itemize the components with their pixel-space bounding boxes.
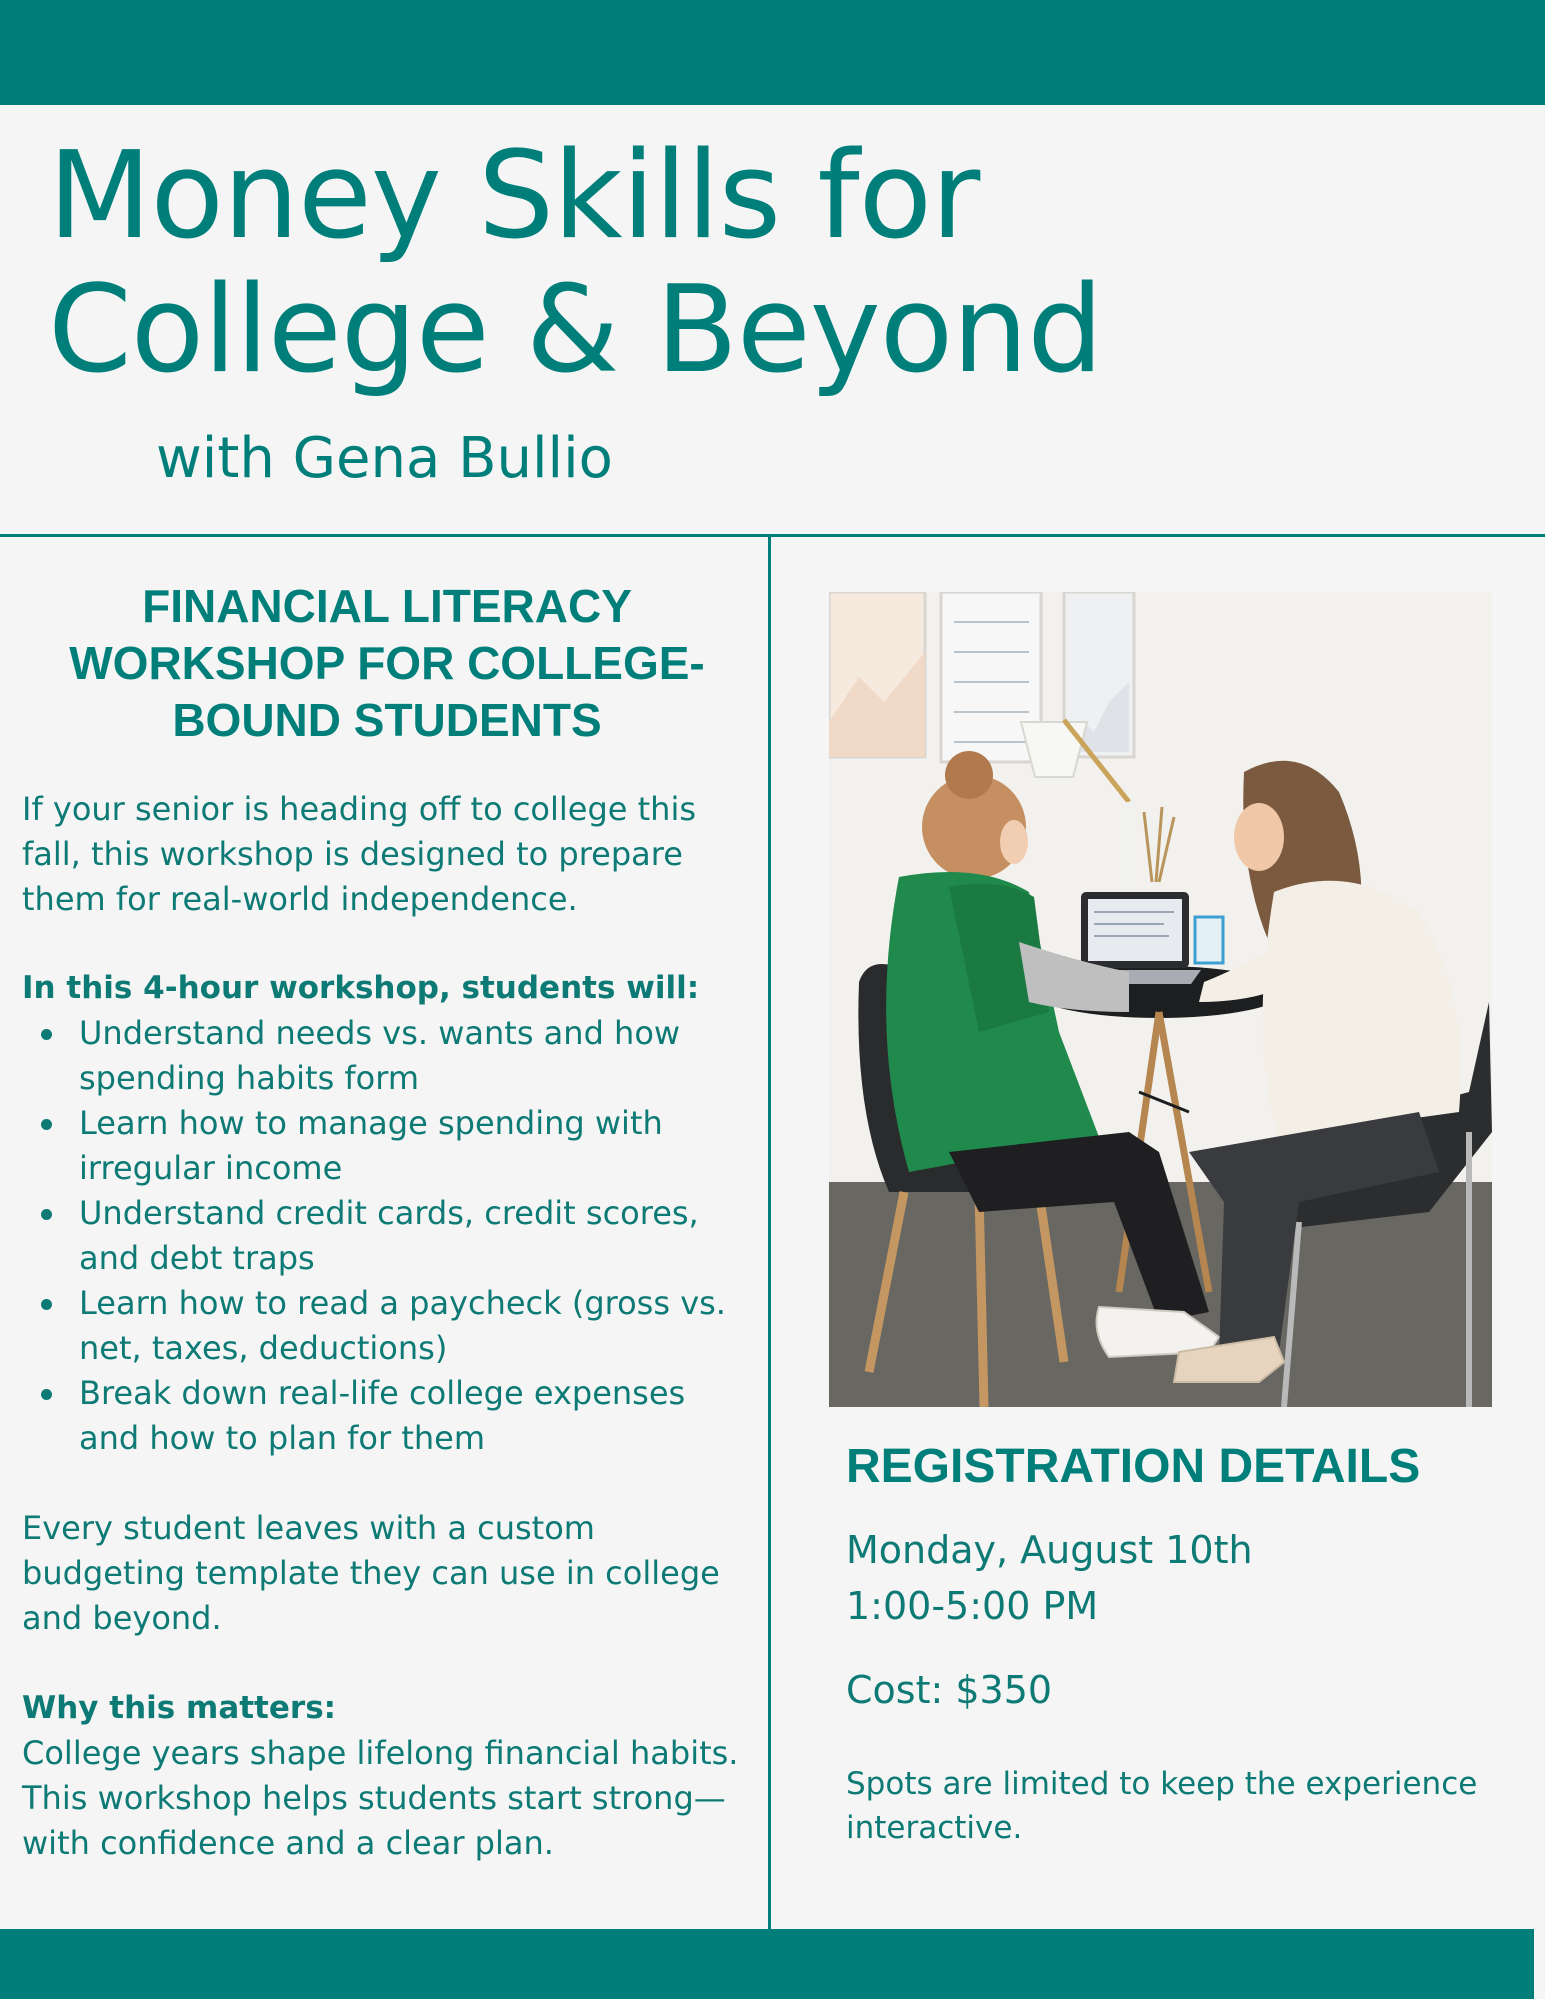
workshop-heading bbox=[22, 578, 752, 749]
horizontal-divider bbox=[0, 534, 1545, 537]
bullet-dot-icon bbox=[41, 1389, 52, 1400]
list-item-text: Learn how to manage spending with irregular income bbox=[79, 1104, 663, 1187]
event-date: Monday, August 10th bbox=[846, 1528, 1253, 1572]
event-time: 1:00-5:00 PM bbox=[846, 1584, 1099, 1628]
page-title bbox=[48, 127, 1103, 400]
availability-note: Spots are limited to keep the experience interactive. bbox=[846, 1766, 1478, 1846]
bullet-dot-icon bbox=[41, 1029, 52, 1040]
closing-paragraph: Every student leaves with a custom budgeting template they can use in college and beyond. bbox=[22, 1509, 720, 1637]
presenter-subtitle: with Gena Bullio bbox=[156, 426, 613, 491]
bullet-dot-icon bbox=[41, 1119, 52, 1130]
vertical-divider bbox=[768, 536, 771, 1930]
workshop-heading-line-3: BOUND STUDENTS bbox=[172, 694, 602, 746]
list-item-text: Understand needs vs. wants and how spending habits form bbox=[79, 1014, 681, 1097]
workshop-list-label: In this 4-hour workshop, students will: bbox=[22, 970, 700, 1006]
registration-heading: REGISTRATION DETAILS bbox=[846, 1440, 1421, 1493]
workshop-heading-line-1: FINANCIAL LITERACY bbox=[142, 580, 632, 632]
why-matters-paragraph: College years shape lifelong financial habits. This workshop helps students start strong—with confidence and a clear plan. bbox=[22, 1734, 739, 1862]
bottom-banner-bar bbox=[0, 1929, 1534, 1999]
list-item-text: Learn how to read a paycheck (gross vs. net, taxes, deductions) bbox=[79, 1284, 726, 1367]
list-item-text: Break down real-life college expenses and how to plan for them bbox=[79, 1374, 686, 1457]
why-matters-label: Why this matters: bbox=[22, 1690, 337, 1726]
list-item-text: Understand credit cards, credit scores, and debt traps bbox=[79, 1194, 699, 1277]
workshop-description-column bbox=[22, 578, 752, 1866]
list-item bbox=[22, 1011, 752, 1101]
title-line-1: Money Skills for bbox=[48, 127, 980, 266]
list-item bbox=[22, 1101, 752, 1191]
list-item bbox=[22, 1281, 752, 1371]
event-cost: Cost: $350 bbox=[846, 1668, 1053, 1712]
learning-outcomes-list bbox=[22, 1011, 752, 1461]
title-line-2: College & Beyond bbox=[48, 261, 1103, 400]
workshop-heading-line-2: WORKSHOP FOR COLLEGE- bbox=[69, 637, 705, 689]
list-item bbox=[22, 1191, 752, 1281]
top-banner-bar bbox=[0, 0, 1545, 105]
registration-column bbox=[846, 1432, 1506, 1850]
list-item bbox=[22, 1371, 752, 1461]
intro-paragraph: If your senior is heading off to college this fall, this workshop is designed to prepare them for real-world independence. bbox=[22, 790, 697, 918]
bullet-dot-icon bbox=[41, 1209, 52, 1220]
students-at-laptop-photo bbox=[829, 592, 1492, 1407]
bullet-dot-icon bbox=[41, 1299, 52, 1310]
